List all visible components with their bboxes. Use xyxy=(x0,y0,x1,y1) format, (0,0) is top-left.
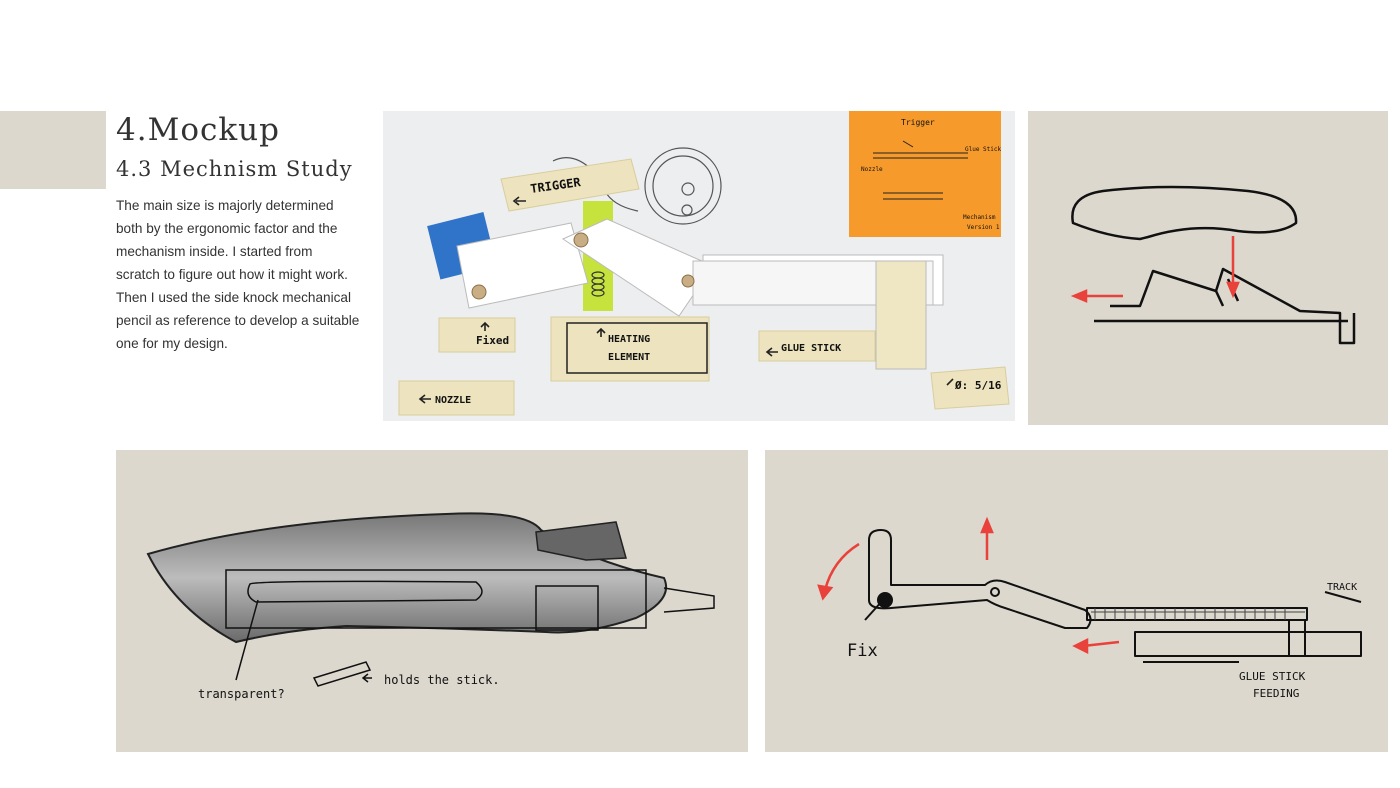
photo-glue-stick-label: GLUE STICK xyxy=(781,343,842,354)
transparent-label: transparent? xyxy=(198,687,285,701)
sticky-note xyxy=(849,111,1002,237)
fix-label: Fix xyxy=(847,641,878,661)
holds-stick-sketch xyxy=(314,662,370,686)
note-mechanism-label: Mechanism xyxy=(963,214,996,221)
heating-tape xyxy=(551,317,709,381)
section-title: 4.Mockup xyxy=(116,112,280,148)
feeding-label: FEEDING xyxy=(1253,687,1300,700)
feeding-mechanism-sketch xyxy=(765,450,1388,752)
diameter-label: Ø: 5/16 xyxy=(955,379,1002,392)
trigger-label: TRIGGER xyxy=(529,175,582,196)
note-glue-label: Glue Stick xyxy=(965,146,1002,153)
track-label: TRACK xyxy=(1327,582,1358,593)
note-nozzle-label: Nozzle xyxy=(861,166,883,173)
heating-label: HEATING xyxy=(608,334,651,345)
fix-pivot xyxy=(877,592,893,608)
lever-arm xyxy=(869,530,1091,628)
feed-red-arrow xyxy=(1083,642,1119,646)
feed-track xyxy=(1087,608,1307,620)
glue-stick-label: GLUE STICK xyxy=(1239,670,1306,683)
element-label: ELEMENT xyxy=(608,352,651,363)
glue-stick-body xyxy=(1135,632,1361,656)
note-version-label: Version 1 xyxy=(967,224,1000,231)
section-tab-marker xyxy=(0,111,106,189)
mockup-photo xyxy=(383,111,1015,421)
rotate-red-arrow xyxy=(825,544,859,590)
pivot-hole xyxy=(991,588,999,596)
trigger-cap xyxy=(1072,187,1296,239)
track-pointer xyxy=(1325,592,1361,602)
note-trigger-label: Trigger xyxy=(901,118,935,127)
nozzle-tip xyxy=(664,588,714,612)
subsection-title: 4.3 Mechnism Study xyxy=(116,157,353,181)
description-text: The main size is majorly determined both by the ergonomic factor and the mechanism inside. I started from scratch to figure out how it might work. Then I used the side knock mechanical pencil as reference to develop a suitable one for my design. xyxy=(116,198,360,351)
ratchet-sketch xyxy=(1028,111,1388,425)
gun-body-sketch xyxy=(116,450,748,752)
holds-label: holds the stick. xyxy=(384,673,500,687)
fixed-label: Fixed xyxy=(476,334,510,347)
nozzle-label: NOZZLE xyxy=(435,395,472,406)
